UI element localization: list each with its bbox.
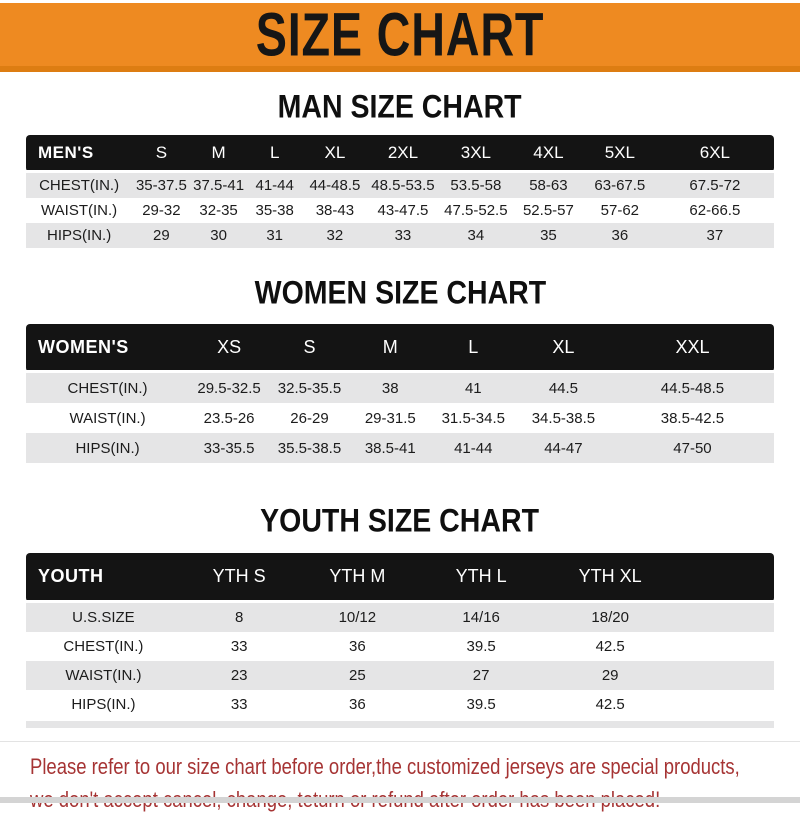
cell-spacer — [675, 690, 774, 719]
man-section-heading: MAN SIZE CHART — [277, 88, 523, 125]
women-table-label: WOMEN'S — [26, 324, 189, 372]
disclaimer-line-1: Please refer to our size chart before order,the customized jerseys are special products, — [30, 754, 740, 779]
col-header: YTH XL — [545, 553, 675, 602]
cell: 42.5 — [595, 638, 625, 655]
cell: 18/20 — [545, 602, 675, 633]
row-label: U.S.SIZE — [26, 602, 181, 633]
cell: 34 — [439, 223, 513, 248]
table-row — [26, 661, 774, 690]
table-row — [26, 172, 774, 199]
cell: 29 — [132, 223, 190, 248]
row-label: CHEST(IN.) — [63, 638, 144, 655]
cell: 35-38 — [255, 202, 294, 219]
table-row — [26, 198, 774, 223]
cell-spacer — [675, 661, 774, 690]
col-header: XL — [303, 135, 367, 172]
cell: 14/16 — [417, 602, 545, 633]
cell: 41 — [431, 372, 516, 404]
table-row — [26, 372, 774, 404]
col-header: 6XL — [656, 135, 774, 172]
women-size-table — [26, 324, 774, 463]
row-label: HIPS(IN.) — [26, 433, 189, 463]
col-header: S — [132, 135, 190, 172]
cell: 32-35 — [199, 202, 238, 219]
cell: 44-47 — [516, 433, 611, 463]
col-header-spacer — [675, 553, 774, 602]
cell: 34.5-38.5 — [531, 409, 596, 427]
cell: 43-47.5 — [377, 202, 429, 219]
col-header: 2XL — [367, 135, 439, 172]
row-label: CHEST(IN.) — [26, 172, 132, 199]
col-header: 5XL — [584, 135, 656, 172]
cell: 44.5 — [516, 372, 611, 404]
cell: 48.5-53.5 — [367, 172, 439, 199]
men-table-label: MEN'S — [26, 135, 132, 172]
cell: 35.5-38.5 — [269, 433, 350, 463]
col-header: 4XL — [513, 135, 584, 172]
cell: 38.5-41 — [350, 433, 431, 463]
cell: 33 — [230, 696, 248, 713]
cell: 37.5-41 — [191, 172, 247, 199]
cell: 53.5-58 — [439, 172, 513, 199]
col-header: XS — [189, 324, 269, 372]
cell: 38-43 — [315, 202, 355, 219]
cell: 63-67.5 — [584, 172, 656, 199]
cell: 36 — [349, 696, 366, 713]
row-label: HIPS(IN.) — [71, 696, 136, 713]
table-row — [26, 632, 774, 661]
cell: 39.5 — [466, 638, 496, 655]
cell: 57-62 — [600, 202, 640, 219]
cell: 33 — [367, 223, 439, 248]
cell: 62-66.5 — [689, 202, 741, 219]
cell: 41-44 — [247, 172, 303, 199]
table-row — [26, 403, 774, 433]
col-header: XXL — [611, 324, 774, 372]
page-title: SIZE CHART — [255, 0, 545, 69]
cell: 33 — [230, 638, 248, 655]
youth-size-table — [26, 553, 774, 719]
cell: 44.5-48.5 — [611, 372, 774, 404]
cell: 31 — [247, 223, 303, 248]
cell: 23 — [181, 661, 298, 690]
cell: 27 — [417, 661, 545, 690]
cell: 47-50 — [611, 433, 774, 463]
col-header: YTH S — [181, 553, 298, 602]
cell: 26-29 — [290, 409, 329, 427]
cell: 67.5-72 — [656, 172, 774, 199]
cell: 39.5 — [466, 696, 496, 713]
cell: 35 — [513, 223, 584, 248]
col-header: YTH L — [417, 553, 545, 602]
cell: 52.5-57 — [522, 202, 574, 219]
youth-section-heading: YOUTH SIZE CHART — [260, 502, 540, 539]
cell: 29-31.5 — [364, 409, 416, 427]
cell: 36 — [349, 638, 366, 655]
cell: 36 — [584, 223, 656, 248]
col-header: 3XL — [439, 135, 513, 172]
cell: 25 — [298, 661, 418, 690]
cell: 44-48.5 — [303, 172, 367, 199]
cell-spacer — [675, 632, 774, 661]
cell: 8 — [181, 602, 298, 633]
table-row — [26, 433, 774, 463]
women-header-row — [26, 324, 774, 372]
cell-spacer — [675, 602, 774, 633]
cell: 10/12 — [298, 602, 418, 633]
col-header: YTH M — [298, 553, 418, 602]
cell: 32 — [303, 223, 367, 248]
cell: 29 — [545, 661, 675, 690]
table-row — [26, 602, 774, 633]
size-chart-banner — [0, 0, 800, 72]
col-header: L — [431, 324, 516, 372]
col-header: S — [269, 324, 350, 372]
cell: 31.5-34.5 — [441, 409, 505, 427]
women-section-heading: WOMEN SIZE CHART — [254, 274, 546, 311]
row-label: WAIST(IN.) — [69, 409, 146, 427]
row-label: CHEST(IN.) — [26, 372, 189, 404]
cell: 35-37.5 — [132, 172, 190, 199]
youth-table-label: YOUTH — [26, 553, 181, 602]
cell: 42.5 — [595, 696, 625, 713]
cell: 38 — [350, 372, 431, 404]
cell: 58-63 — [513, 172, 584, 199]
cell: 29-32 — [142, 202, 181, 219]
disclaimer-note — [0, 741, 800, 816]
table-row — [26, 223, 774, 248]
cell: 30 — [191, 223, 247, 248]
col-header: M — [350, 324, 431, 372]
row-label: WAIST(IN.) — [26, 661, 181, 690]
cell: 32.5-35.5 — [269, 372, 350, 404]
cell: 41-44 — [431, 433, 516, 463]
cell: 33-35.5 — [189, 433, 269, 463]
youth-header-row — [26, 553, 774, 602]
row-label: WAIST(IN.) — [41, 202, 118, 219]
cell: 23.5-26 — [203, 409, 255, 427]
col-header: XL — [516, 324, 611, 372]
men-header-row — [26, 135, 774, 172]
row-label: HIPS(IN.) — [26, 223, 132, 248]
cell: 47.5-52.5 — [444, 202, 508, 219]
page-bottom-edge — [0, 797, 800, 803]
cell: 29.5-32.5 — [189, 372, 269, 404]
cell: 38.5-42.5 — [660, 409, 725, 427]
youth-table-bottom-strip — [26, 721, 774, 728]
col-header: M — [191, 135, 247, 172]
table-row — [26, 690, 774, 719]
men-size-table — [26, 135, 774, 248]
cell: 37 — [656, 223, 774, 248]
col-header: L — [247, 135, 303, 172]
